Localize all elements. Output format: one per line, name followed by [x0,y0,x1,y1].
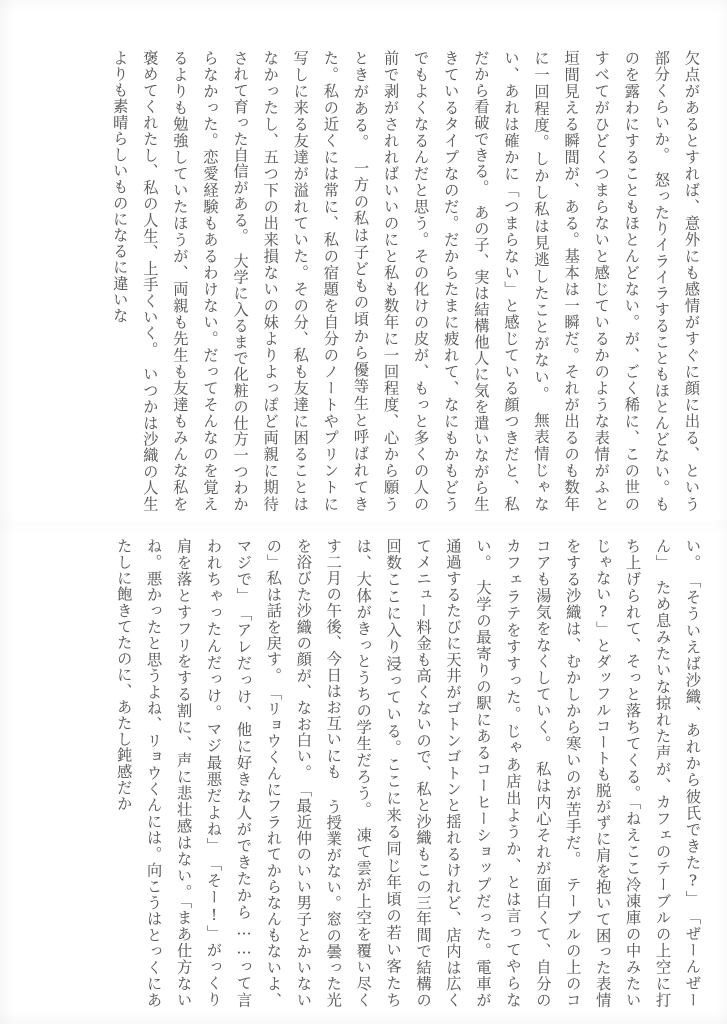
paragraph: 「そー!」がっくり肩を落とすフリをする割に、声に悲壮感はない。「まあ仕方ないね。悪かったと思うよね、リョウくんには。向こうはとっくにあたしに飽きてたのに、あたし鈍感だか [115,538,223,1008]
paragraph: 「アレだっけ、他に好きな人ができたから……って言われちゃったんだっけ。マジ最悪だよね」 [205,538,253,1008]
paragraph: テーブルの上のココアも湯気をなくしていく。 [534,538,583,1008]
paragraph: 「そういえば沙織、あれから彼氏できた?」 [684,580,702,900]
paragraph: 「リョウくんにフラれてからなんもないよ、マジで」 [234,538,283,1008]
paragraph: 「最近仲のいい男子とかいないの」私は話を戻す。 [264,538,313,1008]
paragraph: 怒ったりイライラすることもほとんどない。ものを露わにすることもほとんどない。が、ごく稀に、この世のすべてがひどくつまらないと感じているかのような表情がふと垣間見える瞬間が、ある。基本は一瞬だ。それが出るのも数年に一回程度。しかし私は見逃したことがない。 [532,50,671,512]
paragraph: 「ぜーんぜーん」 [654,538,702,1008]
paragraph: 私は内心それが面白くて、自分のカフェラテをすすった。じゃあ店出ようか、とは言ってやらない。 [474,538,553,1008]
page-section-bottom [0,538,727,1008]
paragraph: 一方の私は子どもの頃から優等生と呼ばれてきた。私の近くには常に、私の宿題を自分のノートやプリントに写しに来る友達が溢れていた。その分、私も友達に困ることはなかったし、五つ下の出来損ないの妹よりよっぽど両親に期待されて育った自信がある。 [231,50,370,512]
paragraph: 大学に入るまで化粧の仕方一つわからなかった。恋愛経験もあるわけない。だってそんなのを覚えるよりも勉強していたほうが、両親も先生も友達もみんな私を褒めてくれたし、私の人生、上手くいく。 [141,50,250,512]
page-edge-shadow-top [0,0,727,12]
page-edge-shadow-bottom [0,1010,727,1024]
paragraph: 無表情じゃない、あれは確かに「つまらない」と感じている顔つきだと、私だから看破できる。 [472,50,551,512]
vertical-body-text-bottom [108,538,707,1008]
paragraph: 大学の最寄りの駅にあるコーヒーショップだった。電車が通過するたびに天井がゴトンゴトンと揺れるけれど、店内は広くてメニュー料金も高くないので、私と沙織もこの三年間で結構の回数ここに入り浸っている。ここに来る同じ年頃の若い客たちは、大体がきっとうちの学生だろう。 [354,538,493,1008]
paragraph: あの子、実は結構他人に気を遣いながら生きているタイプなのだ。だからたまに疲れて、なにもかもどうでもよくなるんだと思う。その化けの皮が、もっと多くの人の前で剥がされればいいのにと私も数年に一回程度、心から願うときがある。 [351,50,491,512]
page-seam-divider [0,516,727,534]
paragraph: ため息みたいな掠れた声が、カフェのテーブルの上空に打ち上げられて、そっと落ちてくる。「ねえここ冷凍庫の中みたいじゃない?」とダッフルコートも脱がずに肩を抱いて困った表情をする沙織は、むかしから寒いのが苦手だ。 [564,538,673,1008]
paragraph: 凍て雲が上空を覆い尽くす二月の午後、今日はお互いにも う授業がない。窓の曇った光を浴びた沙織の顔が、なお白い。 [294,538,373,1008]
vertical-body-text-top [105,50,707,512]
page-section-top [0,50,727,512]
paragraph: いつかは沙織の人生よりも素晴らしいものになるに違いな [111,50,160,512]
paragraph: い。 [684,538,702,564]
paragraph: 欠点があるとすれば、意外にも感情がすぐに顔に出る、という部分くらいか。 [652,50,701,512]
